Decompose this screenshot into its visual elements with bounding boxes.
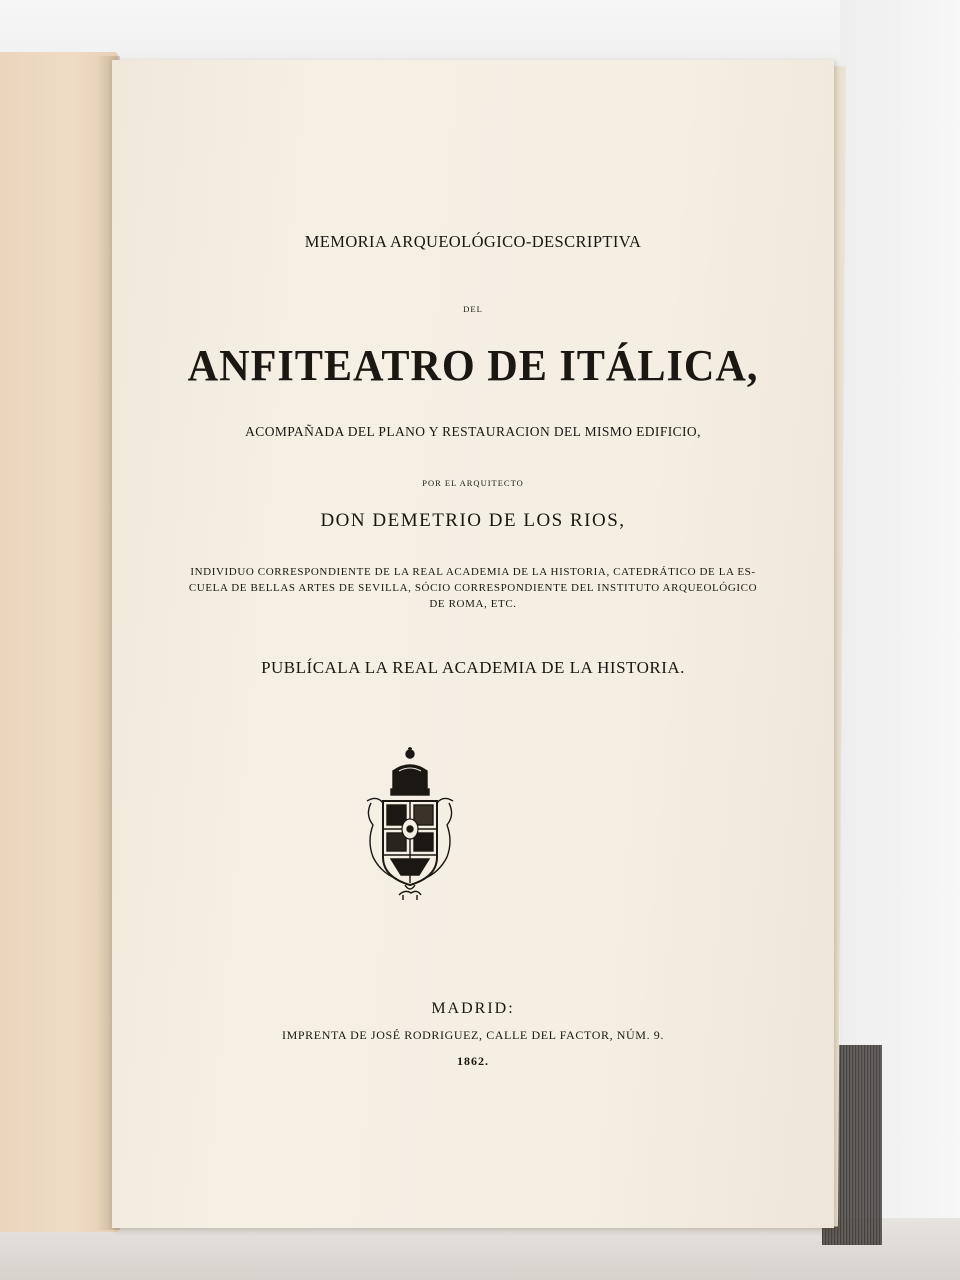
subtitle-line: ACOMPAÑADA DEL PLANO Y RESTAURACION DEL MISMO EDIFICIO, bbox=[245, 424, 701, 439]
publisher-line: PUBLÍCALA LA REAL ACADEMIA DE LA HISTORIA. bbox=[261, 658, 685, 677]
title-page bbox=[112, 60, 834, 1228]
credentials-line-3: DE ROMA, ETC. bbox=[429, 598, 517, 610]
author-name: DON DEMETRIO DE LOS RIOS, bbox=[320, 510, 626, 531]
main-title: ANFITEATRO DE ITÁLICA, bbox=[187, 341, 759, 390]
del-line: DEL bbox=[463, 304, 483, 314]
credentials-line-2: CUELA DE BELLAS ARTES DE SEVILLA, SÓCIO CORRESPONDIENTE DEL INSTITUTO ARQUEOLÓGICO bbox=[188, 582, 758, 594]
imprint-year: 1862. bbox=[457, 1054, 489, 1068]
royal-coat-of-arms-icon bbox=[359, 745, 461, 901]
author-credentials bbox=[112, 564, 834, 612]
memoria-line: MEMORIA ARQUEOLÓGICO-DESCRIPTIVA bbox=[304, 232, 642, 251]
por-line: POR EL ARQUITECTO bbox=[422, 478, 524, 488]
imprint-printer: IMPRENTA DE JOSÉ RODRIGUEZ, CALLE DEL FACTOR, NÚM. 9. bbox=[282, 1028, 664, 1042]
credentials-line-1: INDIVIDUO CORRESPONDIENTE DE LA REAL ACADEMIA DE LA HISTORIA, CATEDRÁTICO DE LA ES- bbox=[190, 566, 756, 578]
imprint-city: MADRID: bbox=[431, 1000, 515, 1017]
